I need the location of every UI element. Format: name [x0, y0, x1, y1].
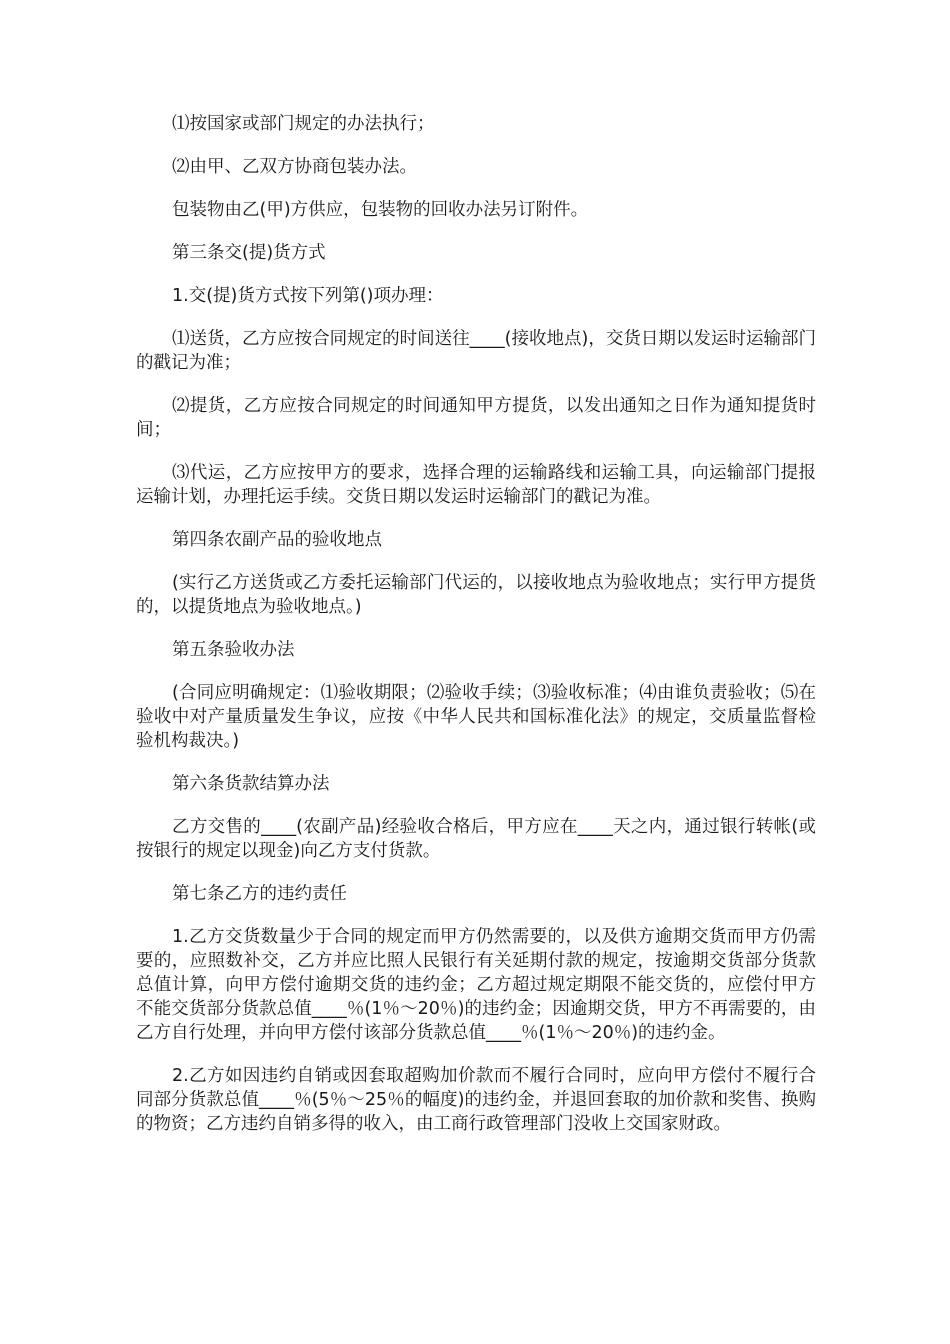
packaging-supply-note: 包装物由乙(甲)方供应，包装物的回收办法另订附件。 — [172, 200, 589, 220]
section-heading-3: 第三条交(提)货方式 — [172, 243, 326, 263]
inspection-method-text: (合同应明确规定：⑴验收期限；⑵验收手续；⑶验收标准；⑷由谁负责验收；⑸在验收中对产量质量发生争议，应按《中华人民共和国标准化法》的规定，交质量监督检验机构裁决。) — [136, 683, 816, 751]
delivery-option-3: ⑶代运，乙方应按甲方的要求，选择合理的运输路线和运输工具，向运输部门提报运输计划，办理托运手续。交货日期以发运时运输部门的戳记为准。 — [136, 463, 816, 507]
section-heading-4: 第四条农副产品的验收地点 — [172, 530, 382, 550]
document-body — [136, 112, 816, 1155]
delivery-option-1: ⑴送货，乙方应按合同规定的时间送往____(接收地点)，交货日期以发运时运输部门的戳记为准； — [136, 329, 816, 373]
liability-item-1: 1.乙方交货数量少于合同的规定而甲方仍然需要的，以及供方逾期交货而甲方仍需要的，应照数补交，乙方并应比照人民银行有关延期付款的规定，按逾期交货部分货款总值计算，向甲方偿付逾期交货的违约金；乙方超过规定期限不能交货的，应偿付甲方不能交货部分货款总值____％(1％～20％)的违约金；因逾期交货，甲方不再需要的，由乙方自行处理，并向甲方偿付该部分货款总值____％(1％～20％)的违约金。 — [136, 927, 816, 1043]
section-heading-6: 第六条货款结算办法 — [172, 774, 330, 794]
liability-item-2: 2.乙方如因违约自销或因套取超购加价款而不履行合同时，应向甲方偿付不履行合同部分货款总值____％(5％～25％的幅度)的违约金，并退回套取的加价款和奖售、换购的物资；乙方违约自销多得的收入，由工商行政管理部门没收上交国家财政。 — [136, 1066, 816, 1134]
clause-item-1: ⑴按国家或部门规定的办法执行； — [172, 114, 435, 134]
clause-item-2: ⑵由甲、乙双方协商包装办法。 — [172, 157, 417, 177]
delivery-option-2: ⑵提货，乙方应按合同规定的时间通知甲方提货，以发出通知之日作为通知提货时间； — [136, 396, 816, 440]
delivery-method-intro: 1.交(提)货方式按下列第()项办理： — [172, 286, 444, 306]
section-heading-7: 第七条乙方的违约责任 — [172, 884, 347, 904]
section-heading-5: 第五条验收办法 — [172, 640, 295, 660]
payment-settlement-text: 乙方交售的____(农副产品)经验收合格后，甲方应在____天之内，通过银行转帐(或按银行的规定以现金)向乙方支付货款。 — [136, 817, 816, 861]
inspection-location-text: (实行乙方送货或乙方委托运输部门代运的，以接收地点为验收地点；实行甲方提货的，以提货地点为验收地点。) — [136, 573, 816, 617]
